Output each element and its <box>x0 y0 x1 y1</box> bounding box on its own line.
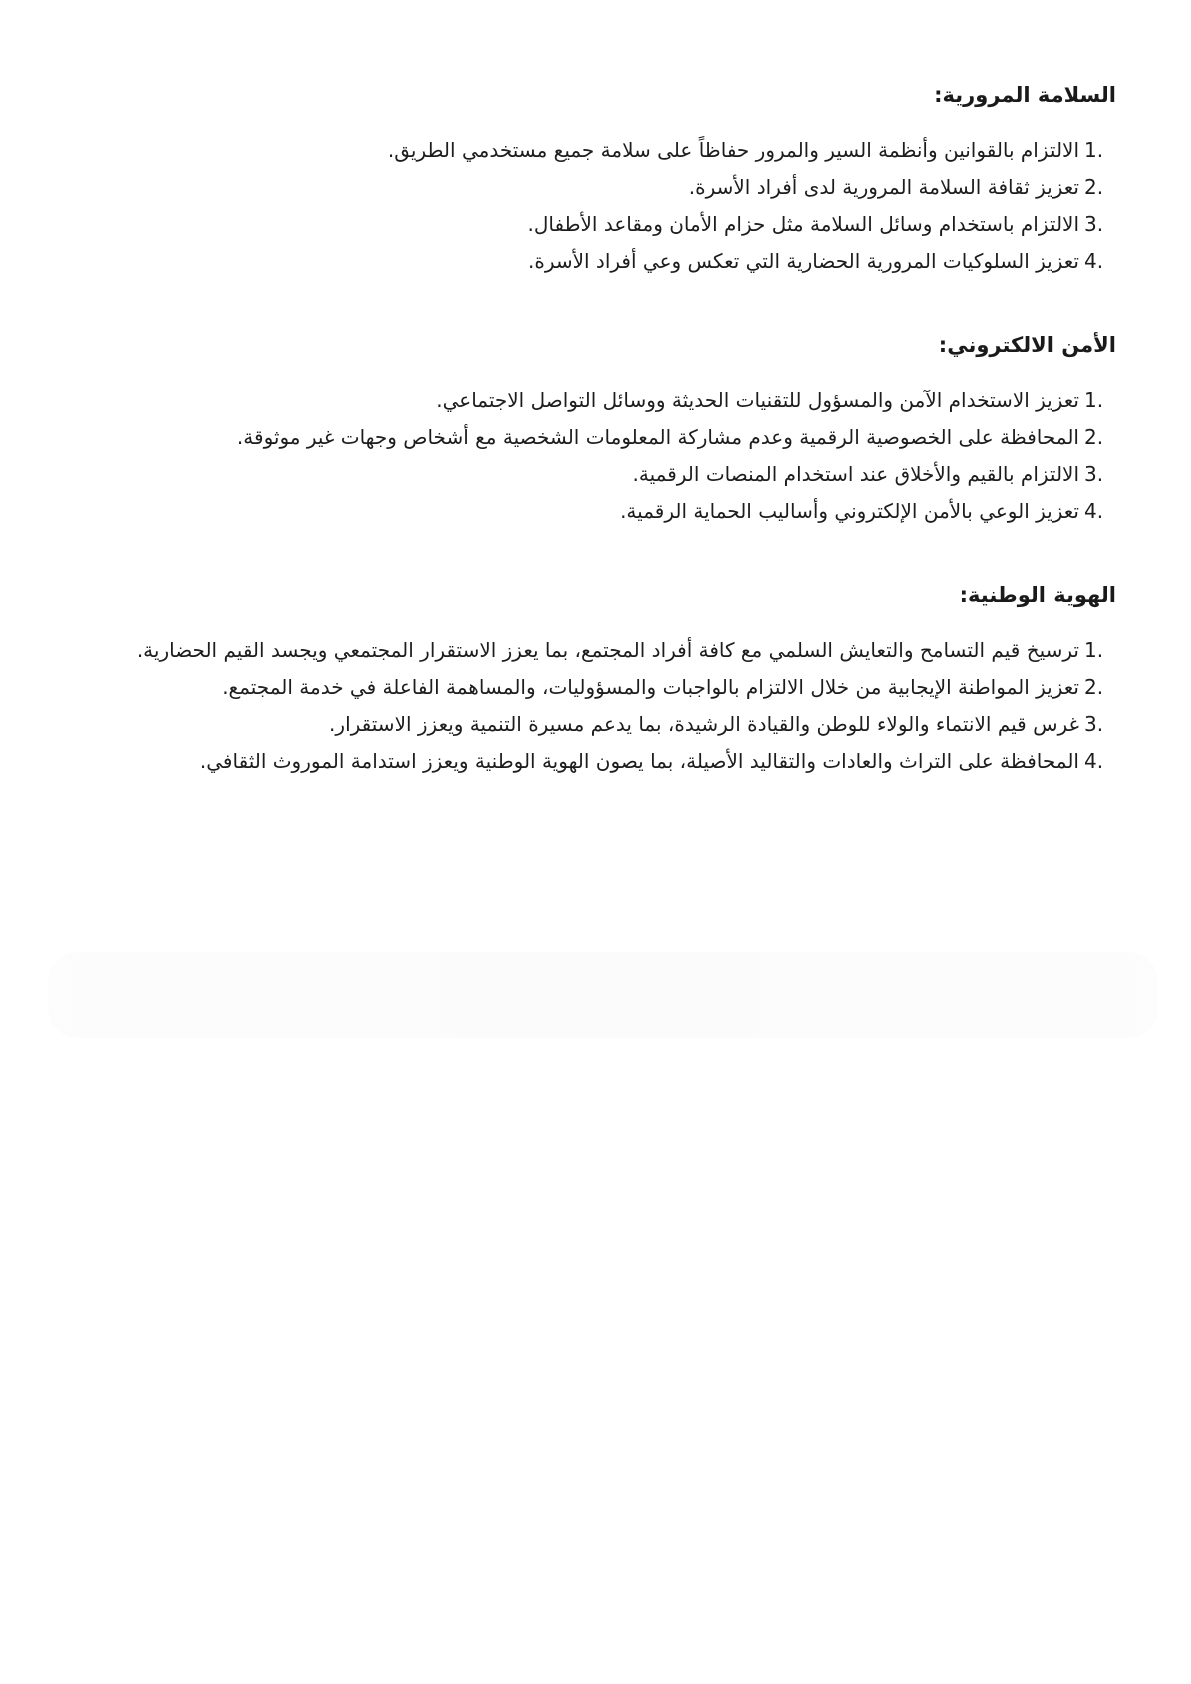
list-item <box>56 132 1116 169</box>
list-item <box>56 632 1116 669</box>
list-number: 2. <box>1084 175 1104 199</box>
numbered-list <box>56 132 1116 280</box>
section-national-identity <box>56 580 1116 780</box>
list-item-text: المحافظة على الخصوصية الرقمية وعدم مشاركة المعلومات الشخصية مع أشخاص وجهات غير موثوقة. <box>236 425 1079 449</box>
list-item <box>56 243 1116 280</box>
list-item <box>56 382 1116 419</box>
list-item <box>56 456 1116 493</box>
list-number: 1. <box>1084 638 1104 662</box>
list-number: 1. <box>1084 138 1104 162</box>
numbered-list <box>56 382 1116 530</box>
section-title: السلامة المرورية: <box>934 83 1116 107</box>
faint-background-band <box>48 952 1158 1038</box>
list-item <box>56 419 1116 456</box>
section-title: الأمن الالكتروني: <box>938 333 1116 357</box>
list-item-text: غرس قيم الانتماء والولاء للوطن والقيادة الرشيدة، بما يدعم مسيرة التنمية ويعزز الاستقرار. <box>329 712 1079 736</box>
list-number: 2. <box>1084 425 1104 449</box>
list-number: 4. <box>1084 249 1104 273</box>
list-item <box>56 206 1116 243</box>
list-item-text: المحافظة على التراث والعادات والتقاليد الأصيلة، بما يصون الهوية الوطنية ويعزز استدامة الموروث الثقافي. <box>199 749 1079 773</box>
list-item-text: الالتزام بالقيم والأخلاق عند استخدام المنصات الرقمية. <box>632 462 1079 486</box>
list-item-text: تعزيز السلوكيات المرورية الحضارية التي تعكس وعي أفراد الأسرة. <box>527 249 1079 273</box>
list-item-text: ترسيخ قيم التسامح والتعايش السلمي مع كافة أفراد المجتمع، بما يعزز الاستقرار المجتمعي ويجسد القيم الحضارية. <box>136 638 1079 662</box>
list-number: 2. <box>1084 675 1104 699</box>
list-number: 4. <box>1084 499 1104 523</box>
list-number: 1. <box>1084 388 1104 412</box>
list-item-text: تعزيز الوعي بالأمن الإلكتروني وأساليب الحماية الرقمية. <box>620 499 1079 523</box>
list-item <box>56 669 1116 706</box>
document-content <box>56 80 1116 830</box>
list-item-text: تعزيز ثقافة السلامة المرورية لدى أفراد الأسرة. <box>688 175 1079 199</box>
list-item-text: تعزيز الاستخدام الآمن والمسؤول للتقنيات الحديثة ووسائل التواصل الاجتماعي. <box>436 388 1079 412</box>
list-item <box>56 493 1116 530</box>
list-item-text: تعزيز المواطنة الإيجابية من خلال الالتزام بالواجبات والمسؤوليات، والمساهمة الفاعلة في خدمة المجتمع. <box>222 675 1079 699</box>
list-item <box>56 706 1116 743</box>
list-number: 3. <box>1084 462 1104 486</box>
list-item <box>56 169 1116 206</box>
section-title: الهوية الوطنية: <box>959 583 1116 607</box>
list-number: 3. <box>1084 212 1104 236</box>
list-item-text: الالتزام باستخدام وسائل السلامة مثل حزام الأمان ومقاعد الأطفال. <box>527 212 1079 236</box>
section-cyber-security <box>56 330 1116 530</box>
list-item-text: الالتزام بالقوانين وأنظمة السير والمرور حفاظاً على سلامة جميع مستخدمي الطريق. <box>387 138 1079 162</box>
list-item <box>56 743 1116 780</box>
section-traffic-safety <box>56 80 1116 280</box>
list-number: 4. <box>1084 749 1104 773</box>
list-number: 3. <box>1084 712 1104 736</box>
numbered-list <box>56 632 1116 780</box>
